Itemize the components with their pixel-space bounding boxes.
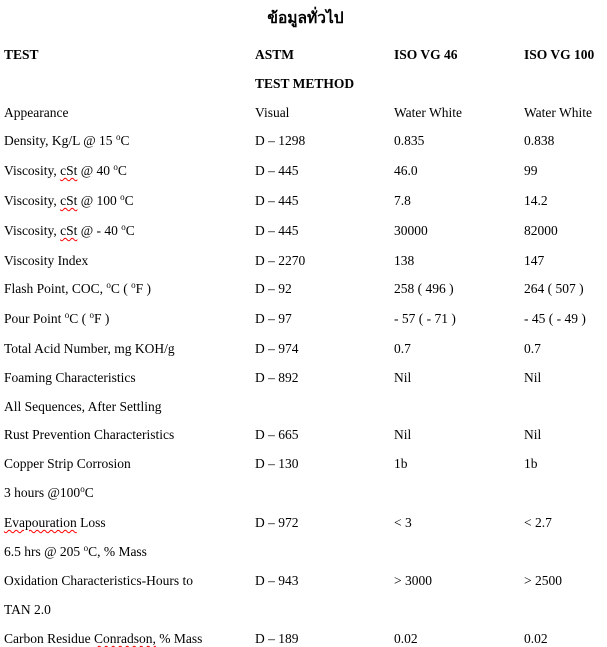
superscript-degree: o: [120, 191, 125, 202]
cell-iso-vg-100: 0.7: [524, 340, 541, 356]
cell-test: [4, 341, 255, 357]
cell-iso-vg-46: 138: [394, 252, 415, 268]
cell-test: [4, 223, 255, 240]
cell-test: [4, 253, 255, 269]
table-row: [4, 515, 607, 531]
table-row: [4, 105, 607, 121]
text-segment: % Mass: [155, 630, 203, 646]
cell-iso-vg-100: 82000: [524, 222, 558, 238]
cell-iso-vg-100: 0.838: [524, 133, 555, 149]
cell-iso-vg-100: 99: [524, 163, 538, 179]
cell-astm-method: D – 974: [255, 340, 299, 356]
text-segment: F ): [135, 281, 152, 297]
text-segment: C: [84, 484, 94, 500]
cell-test: [4, 515, 255, 531]
cell-test: [4, 133, 255, 150]
text-segment: Copper Strip Corrosion: [4, 456, 131, 472]
text-segment: C (: [69, 311, 90, 327]
superscript-degree: o: [106, 280, 111, 291]
text-segment: Total Acid Number, mg KOH/g: [4, 340, 175, 356]
table-body: [4, 105, 607, 647]
text-segment: Appearance: [4, 104, 69, 120]
text-segment: Foaming Characteristics: [4, 369, 136, 385]
column-header-iso-vg-100: ISO VG 100: [524, 47, 595, 62]
text-segment: 6.5 hrs @ 205: [4, 543, 84, 559]
cell-iso-vg-46: 46.0: [394, 163, 418, 179]
table-header-row-1: [4, 47, 607, 63]
text-segment: C, % Mass: [88, 543, 147, 559]
superscript-degree: o: [131, 280, 136, 291]
text-segment: Oxidation Characteristics-Hours to: [4, 573, 193, 589]
cell-astm-method: D – 97: [255, 311, 292, 327]
superscript-degree: o: [80, 483, 85, 494]
misspelled-word: Evapouration: [4, 514, 77, 530]
table-row: [4, 573, 607, 589]
table-row: [4, 456, 607, 472]
cell-iso-vg-100: Water White: [524, 104, 593, 120]
table-row: [4, 253, 607, 269]
cell-test: [4, 281, 255, 298]
cell-iso-vg-46: 258 ( 496 ): [394, 281, 454, 297]
superscript-degree: o: [83, 542, 89, 553]
cell-astm-method: D – 1298: [255, 133, 306, 149]
text-segment: F ): [94, 311, 110, 327]
cell-astm-method: D – 445: [255, 192, 299, 208]
text-segment: Pour Point: [4, 311, 65, 327]
cell-iso-vg-46: - 57 ( - 71 ): [394, 311, 456, 327]
cell-iso-vg-46: 1b: [394, 456, 408, 472]
superscript-degree: o: [89, 310, 95, 321]
table-row: [4, 399, 607, 415]
text-segment: TAN 2.0: [4, 602, 51, 618]
text-segment: Density, Kg/L @ 15: [4, 133, 116, 149]
cell-test: [4, 163, 255, 180]
superscript-degree: o: [113, 162, 118, 173]
cell-astm-method: D – 445: [255, 163, 299, 179]
cell-iso-vg-46: Nil: [394, 369, 412, 385]
text-segment: Carbon Residue: [4, 630, 94, 646]
text-segment: C: [124, 192, 134, 208]
cell-iso-vg-100: 1b: [524, 456, 538, 472]
text-segment: Viscosity,: [4, 222, 61, 238]
table-row: [4, 341, 607, 357]
cell-iso-vg-46: 0.02: [394, 630, 418, 646]
table-row: [4, 370, 607, 386]
cell-iso-vg-46: > 3000: [394, 573, 432, 589]
cell-test: [4, 485, 255, 502]
superscript-degree: o: [121, 221, 126, 232]
text-segment: Flash Point, COC,: [4, 281, 107, 297]
cell-iso-vg-46: 0.7: [394, 340, 411, 356]
text-segment: Loss: [76, 514, 106, 530]
table-row: [4, 311, 607, 328]
misspelled-word: cSt: [60, 192, 78, 208]
cell-astm-method: Visual: [255, 104, 290, 120]
table-row: [4, 193, 607, 210]
text-segment: C: [120, 133, 130, 149]
cell-iso-vg-100: < 2.7: [524, 514, 552, 530]
superscript-degree: o: [115, 132, 121, 143]
column-header-astm: ASTM: [255, 47, 295, 62]
cell-iso-vg-100: Nil: [524, 369, 542, 385]
misspelled-word: Conradson,: [94, 630, 156, 646]
table-header-row-2: [4, 76, 607, 92]
cell-test: [4, 573, 255, 589]
table-row: [4, 163, 607, 180]
text-segment: @ 100: [77, 192, 121, 208]
cell-iso-vg-100: 264 ( 507 ): [524, 281, 584, 297]
cell-test: [4, 631, 255, 647]
cell-astm-method: D – 943: [255, 573, 299, 589]
text-segment: 3 hours @100: [4, 484, 81, 500]
cell-iso-vg-46: Nil: [394, 427, 412, 443]
column-header-test: TEST: [4, 47, 39, 62]
cell-test: [4, 193, 255, 210]
cell-iso-vg-100: > 2500: [524, 573, 562, 589]
text-segment: @ 40: [77, 163, 114, 179]
cell-astm-method: D – 665: [255, 427, 299, 443]
cell-iso-vg-100: 147: [524, 252, 545, 268]
cell-test: [4, 427, 255, 443]
cell-test: [4, 399, 255, 415]
table-row: [4, 602, 607, 618]
text-segment: C: [125, 222, 135, 238]
text-segment: Rust Prevention Characteristics: [4, 427, 175, 443]
cell-iso-vg-46: Water White: [394, 104, 463, 120]
text-segment: Viscosity Index: [4, 252, 89, 268]
table-row: [4, 485, 607, 502]
text-segment: All Sequences, After Settling: [4, 398, 162, 414]
cell-astm-method: D – 92: [255, 281, 292, 297]
text-segment: Viscosity,: [4, 192, 61, 208]
superscript-degree: o: [64, 310, 70, 321]
cell-astm-method: D – 445: [255, 222, 299, 238]
cell-astm-method: D – 189: [255, 630, 299, 646]
cell-iso-vg-46: 30000: [394, 222, 428, 238]
cell-iso-vg-100: 14.2: [524, 192, 548, 208]
cell-astm-method: D – 130: [255, 456, 299, 472]
table-row: [4, 631, 607, 647]
cell-test: [4, 456, 255, 472]
misspelled-word: cSt: [60, 222, 78, 238]
text-segment: C (: [110, 281, 132, 297]
cell-iso-vg-46: < 3: [394, 514, 412, 530]
cell-astm-method: D – 892: [255, 369, 299, 385]
cell-iso-vg-100: - 45 ( - 49 ): [524, 311, 586, 327]
text-segment: @ - 40: [77, 222, 122, 238]
cell-test: [4, 370, 255, 386]
cell-iso-vg-46: 0.835: [394, 133, 425, 149]
misspelled-word: cSt: [60, 163, 78, 179]
cell-test: [4, 544, 255, 561]
table-row: [4, 427, 607, 443]
cell-test: [4, 105, 255, 121]
cell-astm-method: D – 972: [255, 514, 299, 530]
cell-iso-vg-100: Nil: [524, 427, 542, 443]
text-segment: C: [117, 163, 127, 179]
table-row: [4, 133, 607, 150]
page-title: ข้อมูลทั่วไป: [267, 10, 344, 27]
text-segment: Viscosity,: [4, 163, 61, 179]
table-row: [4, 281, 607, 298]
column-header-test-method: TEST METHOD: [255, 75, 355, 91]
cell-astm-method: D – 2270: [255, 252, 306, 268]
cell-iso-vg-46: 7.8: [394, 192, 411, 208]
column-header-iso-vg-46: ISO VG 46: [394, 47, 458, 62]
cell-iso-vg-100: 0.02: [524, 630, 548, 646]
cell-test: [4, 311, 255, 328]
table-row: [4, 223, 607, 240]
table-row: [4, 544, 607, 561]
cell-test: [4, 602, 255, 618]
